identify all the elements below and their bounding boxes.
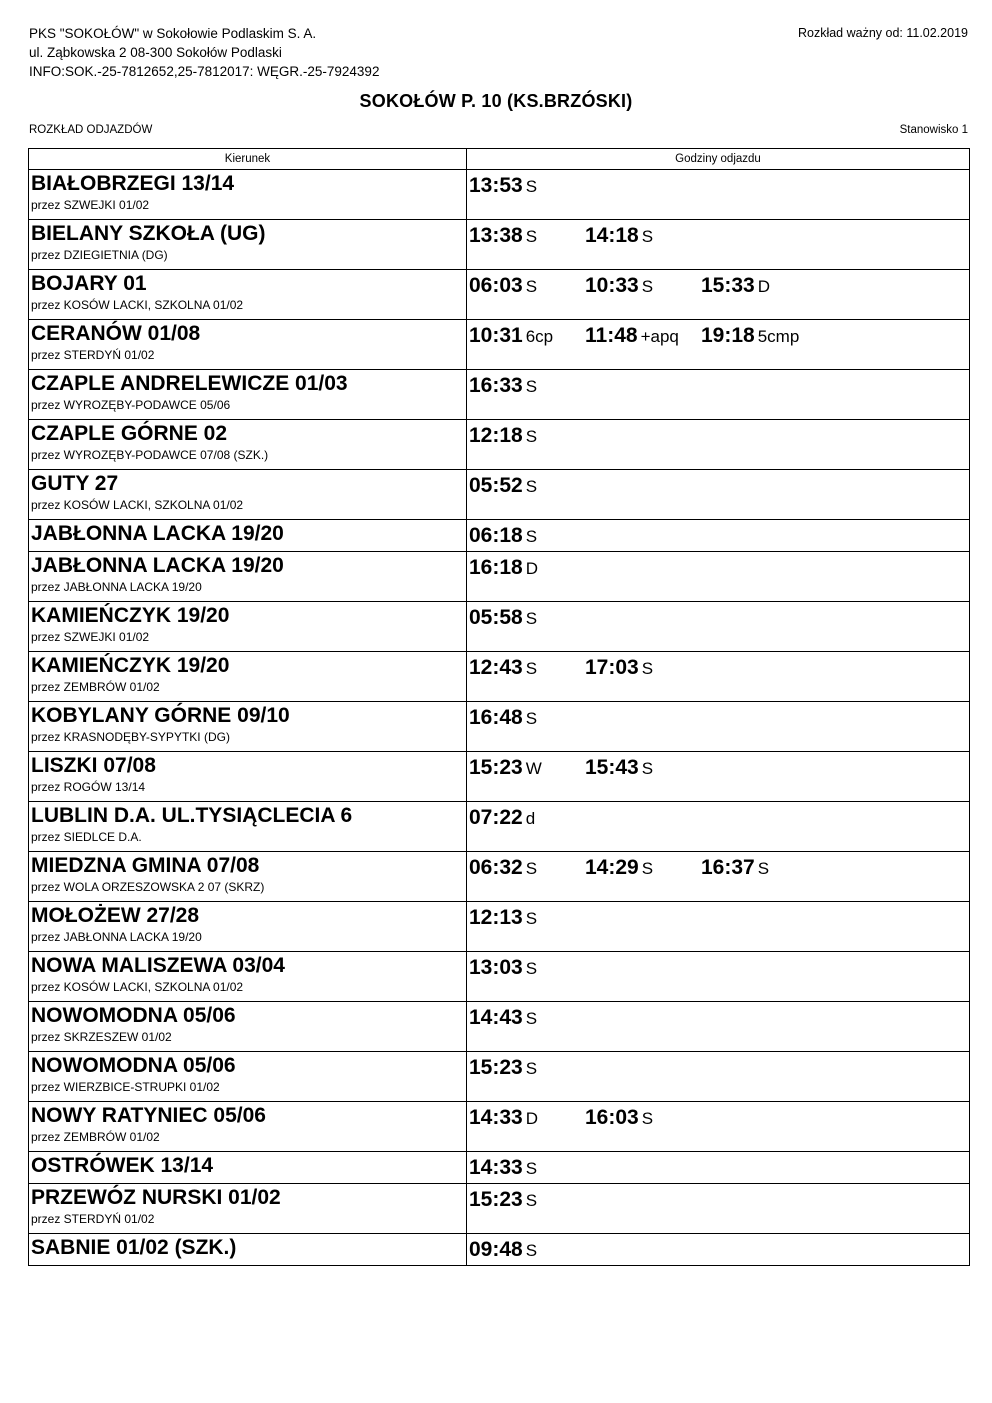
company-name: PKS "SOKOŁÓW" w Sokołowie Podlaskim S. A. — [29, 26, 317, 41]
destination-name: PRZEWÓZ NURSKI 01/02 — [31, 1186, 281, 1209]
via-route: przez KRASNODĘBY-SYPYTKI (DG) — [31, 730, 230, 744]
departures-cell — [467, 802, 970, 852]
departure-list — [467, 702, 969, 731]
departure — [469, 905, 585, 931]
schedule-label: ROZKŁAD ODJAZDÓW — [29, 124, 153, 136]
table-row — [29, 170, 970, 220]
table-row — [29, 602, 970, 652]
destination-name: CZAPLE ANDRELEWICZE 01/03 — [31, 372, 348, 395]
departure-time: 06:18 — [469, 524, 523, 547]
departure-marker: S — [757, 859, 770, 878]
timetable — [28, 148, 970, 1266]
departure — [469, 955, 585, 981]
departure-time: 12:18 — [469, 424, 523, 447]
destination-name: NOWY RATYNIEC 05/06 — [31, 1104, 266, 1127]
departure — [469, 173, 585, 199]
departures-cell — [467, 1002, 970, 1052]
company-info-phones: INFO:SOK.-25-7812652,25-7812017: WĘGR.-25-7924392 — [29, 64, 380, 79]
destination-name: LISZKI 07/08 — [31, 754, 156, 777]
departure-list — [467, 1102, 969, 1131]
table-row — [29, 320, 970, 370]
direction-cell — [29, 1102, 467, 1152]
via-route: przez KOSÓW LACKI, SZKOLNA 01/02 — [31, 298, 244, 312]
departure-list — [467, 1052, 969, 1081]
departures-cell — [467, 902, 970, 952]
timetable-body — [29, 170, 970, 1266]
departure-marker: S — [525, 177, 538, 196]
platform-label: Stanowisko 1 — [899, 124, 968, 136]
column-header-direction: Kierunek — [29, 149, 467, 170]
via-route: przez STERDYŃ 01/02 — [31, 1212, 155, 1226]
destination-name: KOBYLANY GÓRNE 09/10 — [31, 704, 290, 727]
direction-cell — [29, 952, 467, 1002]
departure-time: 19:18 — [701, 324, 755, 347]
departure-marker: S — [525, 277, 538, 296]
departure-list — [467, 370, 969, 399]
table-row — [29, 852, 970, 902]
page-title: SOKOŁÓW P. 10 (KS.BRZÓSKI) — [359, 91, 633, 111]
table-row — [29, 1234, 970, 1266]
table-header-row — [29, 149, 970, 170]
departure — [701, 855, 817, 881]
table-row — [29, 952, 970, 1002]
departure-time: 06:03 — [469, 274, 523, 297]
company-header — [29, 24, 379, 81]
destination-name: CERANÓW 01/08 — [31, 322, 201, 345]
departure-time: 06:32 — [469, 856, 523, 879]
departure-marker: S — [641, 227, 654, 246]
departure-time: 11:48 — [585, 324, 638, 347]
departures-cell — [467, 370, 970, 420]
departure — [469, 323, 585, 349]
departure — [469, 1105, 585, 1131]
departures-cell — [467, 420, 970, 470]
departure-list — [467, 752, 969, 781]
destination-name: NOWOMODNA 05/06 — [31, 1054, 236, 1077]
direction-cell — [29, 320, 467, 370]
departure — [469, 1005, 585, 1031]
company-address: ul. Ząbkowska 2 08-300 Sokołów Podlaski — [29, 45, 282, 60]
departure-time: 12:43 — [469, 656, 523, 679]
departure-marker: +apq — [640, 327, 679, 346]
destination-name: KAMIEŃCZYK 19/20 — [31, 604, 230, 627]
departure — [585, 323, 701, 349]
departure-marker: S — [525, 1241, 538, 1260]
table-row — [29, 752, 970, 802]
direction-cell — [29, 1002, 467, 1052]
departure-time: 14:29 — [585, 856, 639, 879]
departure-list — [467, 1002, 969, 1031]
departure-marker: S — [525, 1009, 538, 1028]
departure-marker: S — [525, 609, 538, 628]
departure-marker: S — [525, 427, 538, 446]
direction-cell — [29, 852, 467, 902]
destination-name: BOJARY 01 — [31, 272, 147, 295]
departure-list — [467, 1152, 969, 1181]
direction-cell — [29, 470, 467, 520]
departures-cell — [467, 602, 970, 652]
departure — [469, 1155, 585, 1181]
table-row — [29, 1002, 970, 1052]
departures-cell — [467, 1234, 970, 1266]
departure-time: 14:33 — [469, 1106, 523, 1129]
departure-time: 07:22 — [469, 806, 523, 829]
table-row — [29, 1052, 970, 1102]
departure — [585, 655, 701, 681]
via-route: przez STERDYŃ 01/02 — [31, 348, 155, 362]
departure-marker: D — [525, 1109, 538, 1128]
departure — [469, 223, 585, 249]
direction-cell — [29, 520, 467, 552]
departure — [585, 855, 701, 881]
departure-time: 16:33 — [469, 374, 523, 397]
table-row — [29, 1152, 970, 1184]
departure — [469, 373, 585, 399]
departure-time: 13:53 — [469, 174, 523, 197]
departure — [469, 555, 585, 581]
departure — [469, 805, 585, 831]
departure-marker: S — [641, 859, 654, 878]
departure — [469, 273, 585, 299]
departure-marker: D — [525, 559, 538, 578]
departures-cell — [467, 1102, 970, 1152]
table-row — [29, 420, 970, 470]
table-row — [29, 1102, 970, 1152]
destination-name: JABŁONNA LACKA 19/20 — [31, 522, 284, 545]
departure-marker: S — [525, 527, 538, 546]
departure — [469, 473, 585, 499]
table-row — [29, 220, 970, 270]
via-route: przez WIERZBICE-STRUPKI 01/02 — [31, 1080, 220, 1094]
departure-marker: S — [525, 959, 538, 978]
direction-cell — [29, 902, 467, 952]
departure-time: 05:58 — [469, 606, 523, 629]
departure — [585, 223, 701, 249]
table-row — [29, 552, 970, 602]
departure-time: 10:33 — [585, 274, 639, 297]
departure-marker: D — [757, 277, 770, 296]
departure-marker: S — [641, 1109, 654, 1128]
direction-cell — [29, 1234, 467, 1266]
departure-list — [467, 320, 969, 349]
departure-list — [467, 470, 969, 499]
departure — [469, 423, 585, 449]
departure-marker: S — [641, 277, 654, 296]
departures-cell — [467, 470, 970, 520]
departure-marker: S — [641, 659, 654, 678]
departures-cell — [467, 170, 970, 220]
departure-marker: S — [525, 1191, 538, 1210]
departure — [469, 1187, 585, 1213]
departure-time: 14:18 — [585, 224, 639, 247]
departure-marker: S — [525, 1059, 538, 1078]
departure-time: 15:33 — [701, 274, 755, 297]
departure-list — [467, 802, 969, 831]
direction-cell — [29, 552, 467, 602]
departure-list — [467, 602, 969, 631]
departure-list — [467, 852, 969, 881]
departure-marker: S — [525, 659, 538, 678]
table-row — [29, 520, 970, 552]
via-route: przez ZEMBRÓW 01/02 — [31, 1130, 160, 1144]
destination-name: NOWA MALISZEWA 03/04 — [31, 954, 285, 977]
departure — [469, 855, 585, 881]
departure-marker: 5cmp — [757, 327, 800, 346]
valid-from: Rozkład ważny od: 11.02.2019 — [797, 26, 968, 40]
via-route: przez WYROZĘBY-PODAWCE 05/06 — [31, 398, 231, 412]
departure — [469, 1055, 585, 1081]
departures-cell — [467, 702, 970, 752]
via-route: przez JABŁONNA LACKA 19/20 — [31, 580, 202, 594]
destination-name: GUTY 27 — [31, 472, 119, 495]
via-route: przez DZIEGIETNIA (DG) — [31, 248, 168, 262]
departure-marker: S — [525, 1159, 538, 1178]
departure-time: 15:43 — [585, 756, 639, 779]
direction-cell — [29, 370, 467, 420]
departure-time: 15:23 — [469, 1188, 523, 1211]
direction-cell — [29, 1184, 467, 1234]
destination-name: LUBLIN D.A. UL.TYSIĄCLECIA 6 — [31, 804, 353, 827]
direction-cell — [29, 802, 467, 852]
departure-list — [467, 170, 969, 199]
departure-marker: S — [641, 759, 654, 778]
direction-cell — [29, 702, 467, 752]
departure — [701, 273, 817, 299]
departure-time: 12:13 — [469, 906, 523, 929]
destination-name: CZAPLE GÓRNE 02 — [31, 422, 228, 445]
departure — [701, 323, 817, 349]
destination-name: NOWOMODNA 05/06 — [31, 1004, 236, 1027]
departure-marker: 6cp — [525, 327, 554, 346]
destination-name: OSTRÓWEK 13/14 — [31, 1154, 214, 1177]
departure-list — [467, 902, 969, 931]
departure-marker: S — [525, 859, 538, 878]
departures-cell — [467, 1052, 970, 1102]
destination-name: BIELANY SZKOŁA (UG) — [31, 222, 266, 245]
departure-list — [467, 552, 969, 581]
departure — [585, 273, 701, 299]
departure-marker: S — [525, 377, 538, 396]
via-route: przez SIEDLCE D.A. — [31, 830, 142, 844]
departure-time: 14:43 — [469, 1006, 523, 1029]
departures-cell — [467, 270, 970, 320]
departures-cell — [467, 852, 970, 902]
departure-marker: d — [525, 809, 536, 828]
table-row — [29, 652, 970, 702]
direction-cell — [29, 1052, 467, 1102]
direction-cell — [29, 420, 467, 470]
direction-cell — [29, 270, 467, 320]
destination-name: MOŁOŻEW 27/28 — [31, 904, 200, 927]
departures-cell — [467, 520, 970, 552]
table-row — [29, 802, 970, 852]
destination-name: MIEDZNA GMINA 07/08 — [31, 854, 260, 877]
departure-marker: W — [525, 759, 542, 778]
departure — [469, 523, 585, 549]
departure-time: 17:03 — [585, 656, 639, 679]
direction-cell — [29, 220, 467, 270]
destination-name: SABNIE 01/02 (SZK.) — [31, 1236, 237, 1259]
destination-name: KAMIEŃCZYK 19/20 — [31, 654, 230, 677]
departure-list — [467, 420, 969, 449]
departures-cell — [467, 652, 970, 702]
departure — [469, 1237, 585, 1263]
via-route: przez SKRZESZEW 01/02 — [31, 1030, 172, 1044]
departure — [469, 655, 585, 681]
departures-cell — [467, 952, 970, 1002]
departure-time: 09:48 — [469, 1238, 523, 1261]
departure — [469, 605, 585, 631]
direction-cell — [29, 652, 467, 702]
via-route: przez KOSÓW LACKI, SZKOLNA 01/02 — [31, 980, 244, 994]
table-row — [29, 270, 970, 320]
via-route: przez ZEMBRÓW 01/02 — [31, 680, 160, 694]
departure-time: 16:48 — [469, 706, 523, 729]
table-row — [29, 902, 970, 952]
departure-list — [467, 1184, 969, 1213]
departure-time: 16:18 — [469, 556, 523, 579]
departure-list — [467, 270, 969, 299]
departure-time: 13:38 — [469, 224, 523, 247]
table-row — [29, 470, 970, 520]
departure — [585, 1105, 701, 1131]
departure-time: 15:23 — [469, 756, 523, 779]
departures-cell — [467, 320, 970, 370]
departure — [585, 755, 701, 781]
via-route: przez SZWEJKI 01/02 — [31, 198, 150, 212]
departure-time: 14:33 — [469, 1156, 523, 1179]
departures-cell — [467, 552, 970, 602]
departures-cell — [467, 1184, 970, 1234]
via-route: przez WYROZĘBY-PODAWCE 07/08 (SZK.) — [31, 448, 269, 462]
departures-cell — [467, 752, 970, 802]
departure-time: 13:03 — [469, 956, 523, 979]
departure-time: 16:03 — [585, 1106, 639, 1129]
table-row — [29, 702, 970, 752]
departures-cell — [467, 220, 970, 270]
direction-cell — [29, 1152, 467, 1184]
destination-name: BIAŁOBRZEGI 13/14 — [31, 172, 235, 195]
direction-cell — [29, 752, 467, 802]
departure — [469, 705, 585, 731]
departure-list — [467, 220, 969, 249]
departure-list — [467, 952, 969, 981]
destination-name: JABŁONNA LACKA 19/20 — [31, 554, 284, 577]
via-route: przez WOLA ORZESZOWSKA 2 07 (SKRZ) — [31, 880, 265, 894]
departure-list — [467, 1234, 969, 1263]
departure-time: 05:52 — [469, 474, 523, 497]
direction-cell — [29, 602, 467, 652]
departure-list — [467, 520, 969, 549]
via-route: przez JABŁONNA LACKA 19/20 — [31, 930, 202, 944]
departure-list — [467, 652, 969, 681]
table-row — [29, 1184, 970, 1234]
departures-cell — [467, 1152, 970, 1184]
departure-marker: S — [525, 909, 538, 928]
direction-cell — [29, 170, 467, 220]
departure-time: 15:23 — [469, 1056, 523, 1079]
departure-marker: S — [525, 227, 538, 246]
table-row — [29, 370, 970, 420]
departure-time: 10:31 — [469, 324, 523, 347]
via-route: przez ROGÓW 13/14 — [31, 780, 146, 794]
departure-marker: S — [525, 477, 538, 496]
departure-marker: S — [525, 709, 538, 728]
departure — [469, 755, 585, 781]
column-header-departures: Godziny odjazdu — [467, 149, 970, 170]
via-route: przez KOSÓW LACKI, SZKOLNA 01/02 — [31, 498, 244, 512]
departure-time: 16:37 — [701, 856, 755, 879]
via-route: przez SZWEJKI 01/02 — [31, 630, 150, 644]
